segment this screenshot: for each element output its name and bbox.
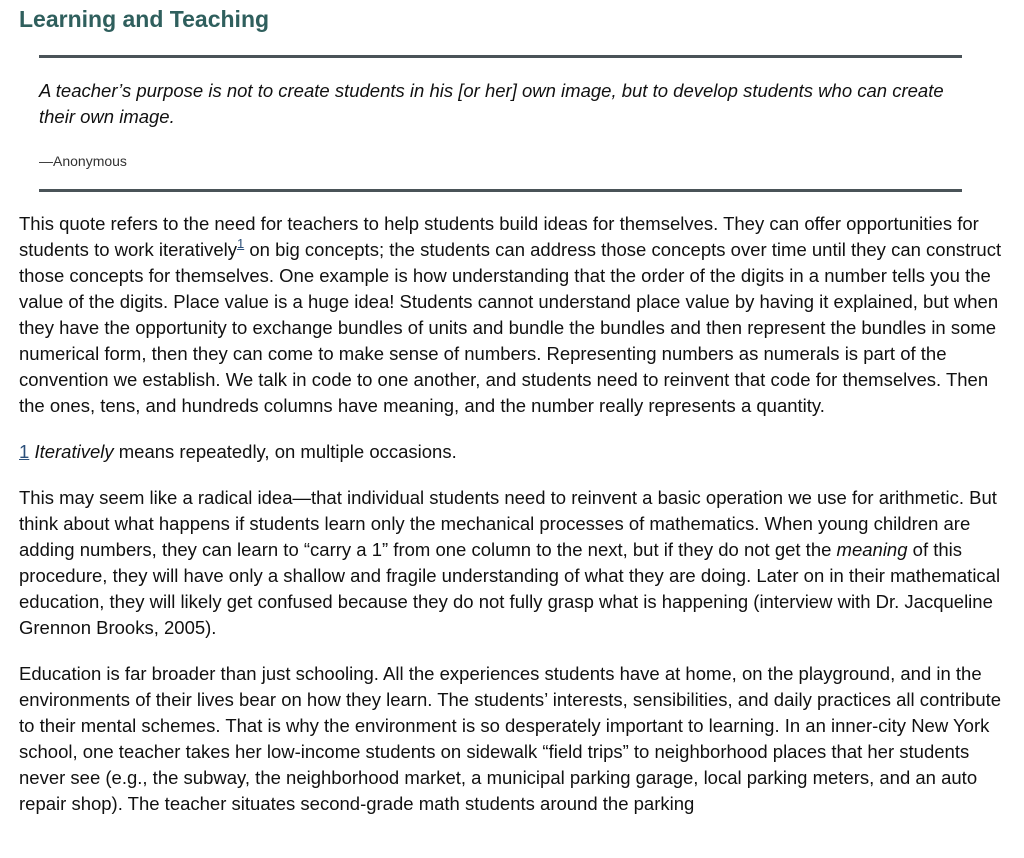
paragraph-1-text-b: on big concepts; the students can address those concepts over time until they can construct those concepts for themselves. One example is how understanding that the order of the digits in a number tells you the value of the digits. Place value is a huge idea! Students cannot understand place value by having it explained, but when they have the opportunity to exchange bundles of units and bundle the bundles and then represent the bundles in some numerical form, then they can come to make sense of numbers. Representing numbers as numerals is part of the convention we establish. We talk in code to one another, and students need to reinvent that code for themselves. Then the ones, tens, and hundreds columns have meaning, and the number really represents a quantity. xyxy=(19,239,1002,416)
paragraph-1-text-a: This quote refers to the need for teachers to help students build ideas for themselves. They can offer opportunities for students to work iteratively xyxy=(19,213,979,260)
epigraph-block xyxy=(39,55,962,192)
paragraph-1 xyxy=(19,211,1010,419)
paragraph-2-emphasis: meaning xyxy=(836,539,908,560)
footnote-term: Iteratively xyxy=(34,441,114,462)
footnote-ref-link[interactable]: 1 xyxy=(236,236,245,251)
epigraph-attribution: —Anonymous xyxy=(39,153,127,169)
paragraph-2-text-b: of this procedure, they will have only a shallow and fragile understanding of what they are doing. Later on in their mathematical education, they will likely get confused because they do not fully grasp what is happening (interview with Dr. Jacqueline Grennon Brooks, 2005). xyxy=(19,539,1001,638)
footnote-1 xyxy=(19,439,1010,465)
paragraph-2 xyxy=(19,485,1010,641)
footnote-backlink[interactable]: 1 xyxy=(19,441,30,462)
footnote-definition: means repeatedly, on multiple occasions. xyxy=(113,441,457,462)
page-title: Learning and Teaching xyxy=(19,6,270,32)
paragraph-2-text-a: This may seem like a radical idea—that individual students need to reinvent a basic operation we use for arithmetic. But think about what happens if students learn only the mechanical processes of mathematics. When young children are adding numbers, they can learn to “carry a 1” from one column to the next, but if they do not get the xyxy=(19,487,997,560)
epigraph-quote: A teacher’s purpose is not to create students in his [or her] own image, but to develop students who can create their own image. xyxy=(39,80,944,127)
paragraph-3: Education is far broader than just schooling. All the experiences students have at home, on the playground, and in the environments of their lives bear on how they learn. The students’ interests, sensibilities, and daily practices all contribute to their mental schemes. That is why the environment is so desperately important to learning. In an inner-city New York school, one teacher takes her low-income students on sidewalk “field trips” to neighborhood places that her students never see (e.g., the subway, the neighborhood market, a municipal parking garage, local parking meters, and an auto repair shop). The teacher situates second-grade math students around the parking xyxy=(19,663,1002,814)
